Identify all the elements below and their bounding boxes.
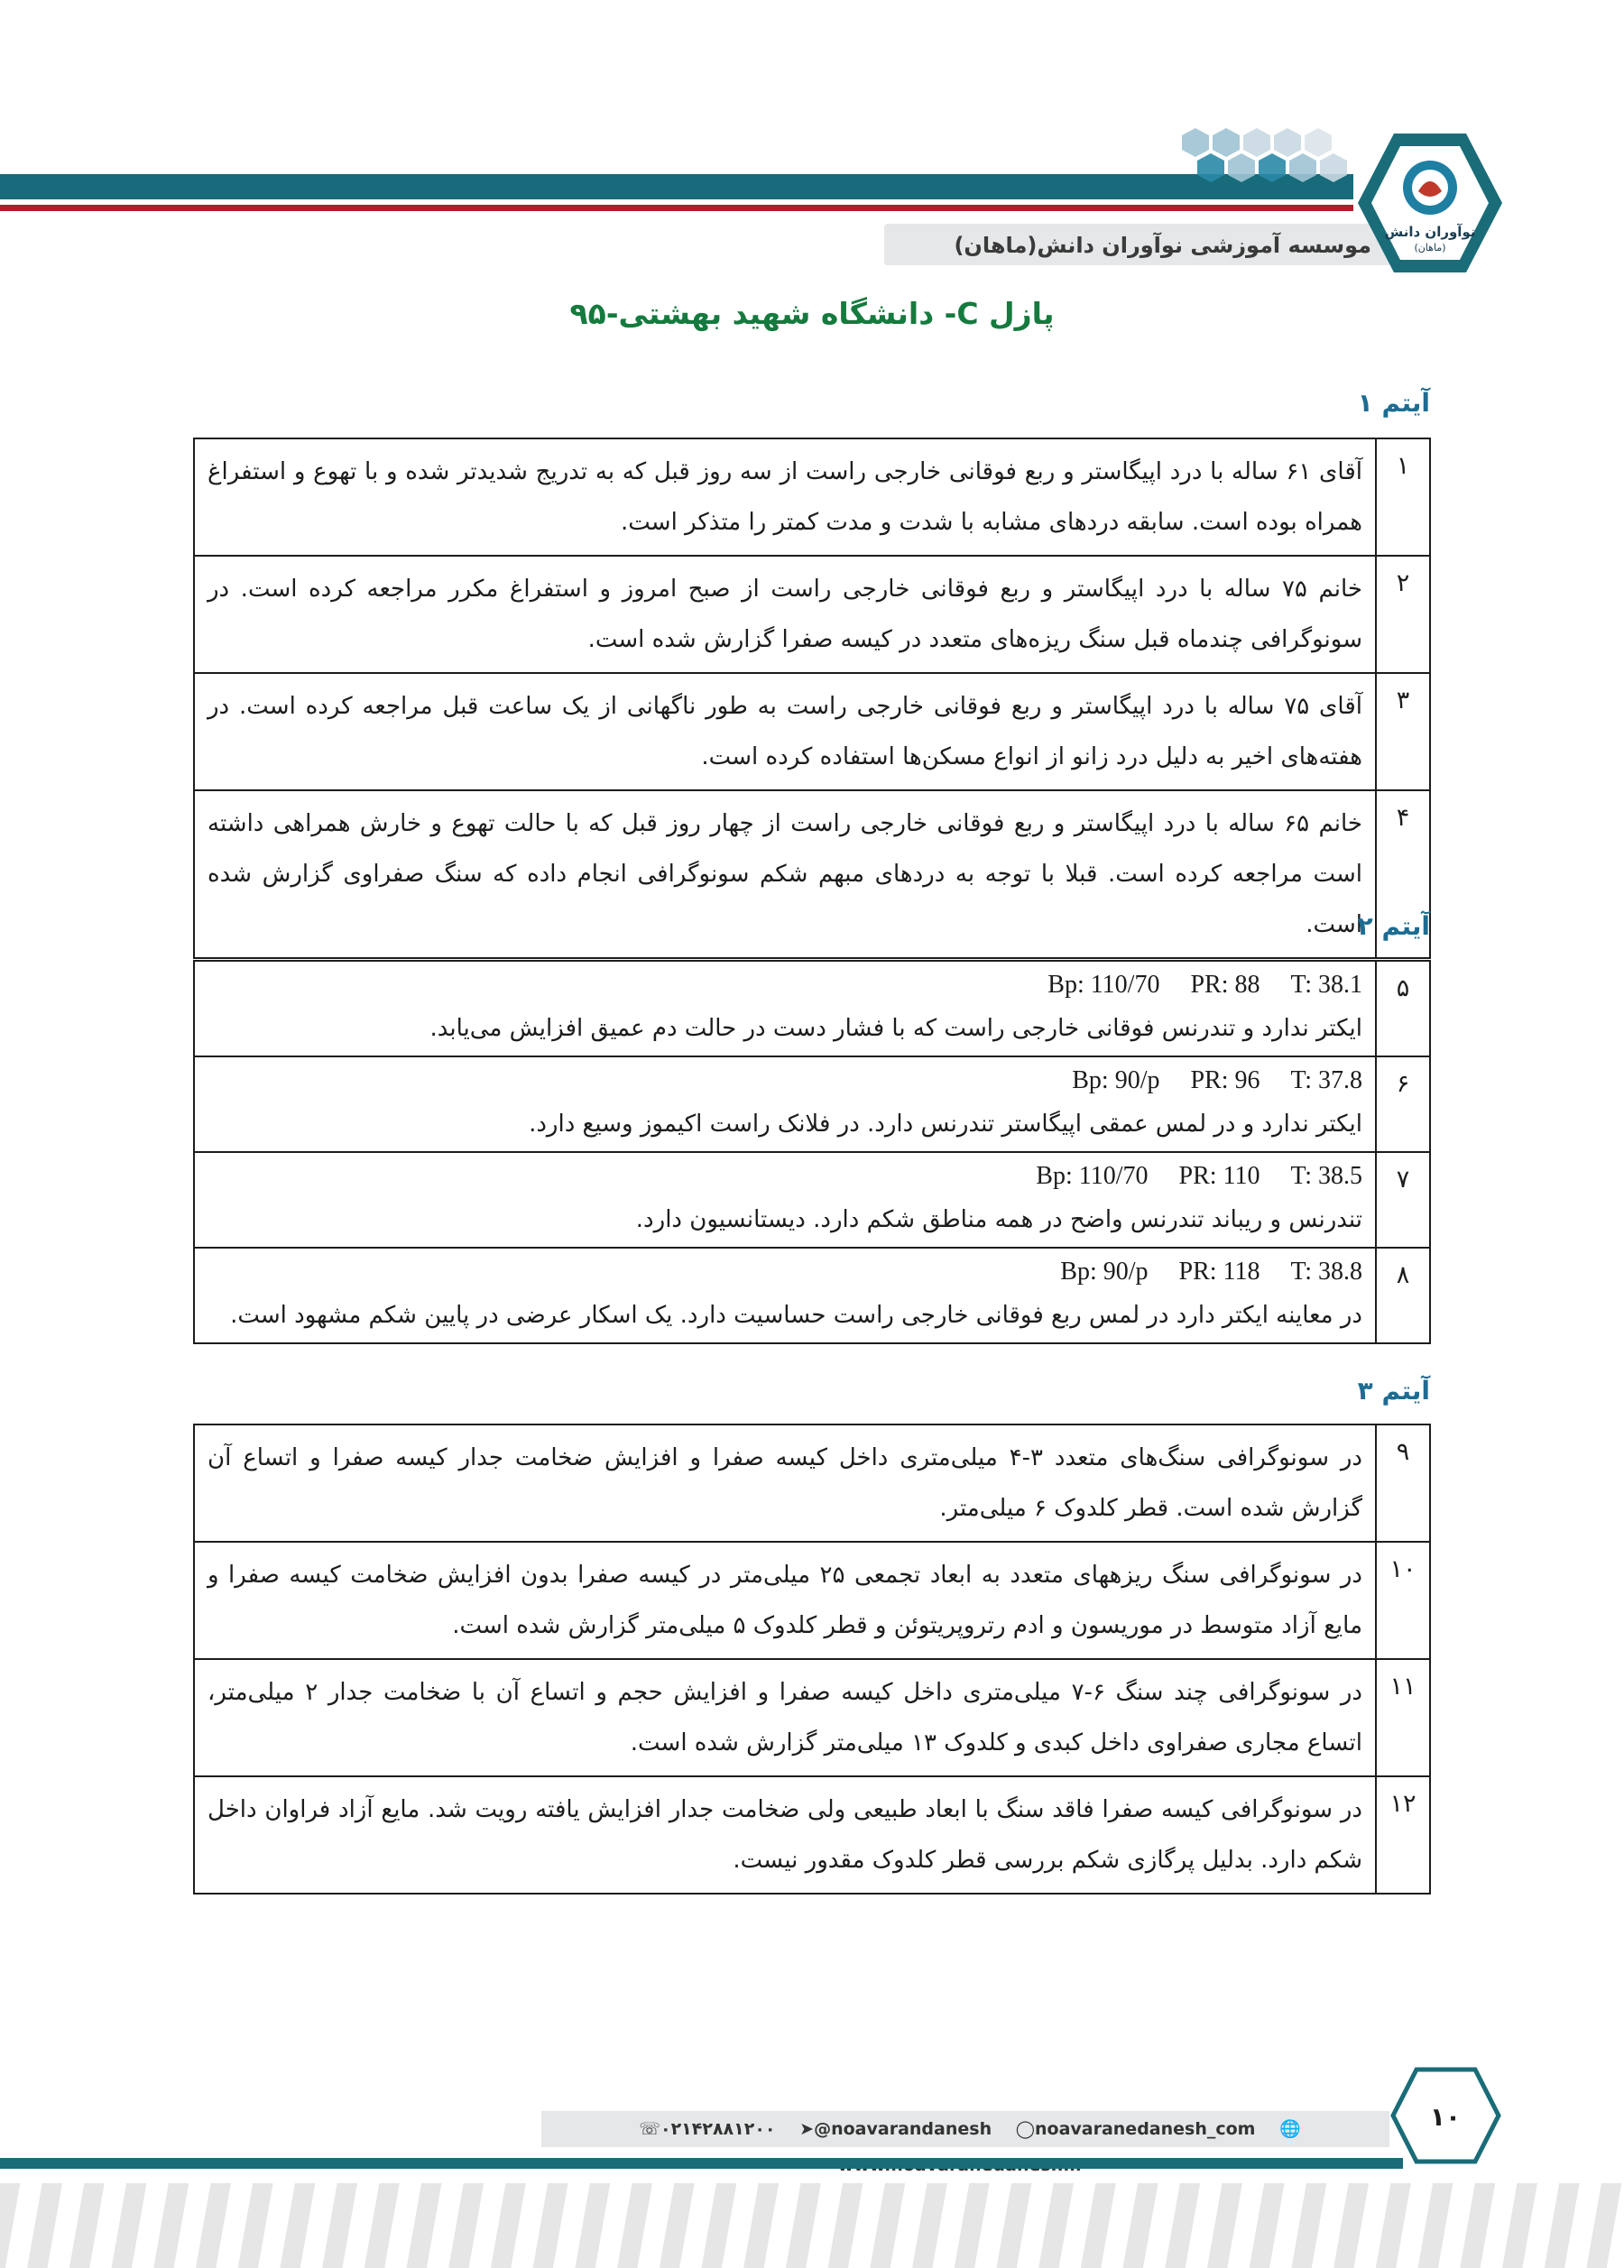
- telegram-handle: @noavarandanesh: [814, 2119, 992, 2139]
- pulse-rate: PR: 110: [1178, 1162, 1260, 1190]
- vital-signs: [208, 1157, 1362, 1196]
- phone-number: ۰۲۱۴۲۸۸۱۲۰۰: [660, 2119, 776, 2139]
- row-number: ۲: [1376, 556, 1430, 673]
- item-3-heading: آیتم ۳: [1357, 1376, 1430, 1406]
- table-row: [194, 673, 1430, 790]
- temperature: T: 38.5: [1290, 1162, 1362, 1190]
- website-contact: 🌐: [838, 2119, 1301, 2175]
- instagram-contact: ◯noavaranedanesh_com: [1015, 2119, 1256, 2139]
- row-text: در سونوگرافی کیسه صفرا فاقد سنگ با ابعاد طبیعی ولی ضخامت جدار افزایش یافته رویت شد. مایع آزاد فراوان داخل شکم دارد. بدلیل پرگازی شکم بررسی قطر کلدوک مقدور نیست.: [194, 1776, 1376, 1894]
- item-3-table: [193, 1424, 1431, 1895]
- pulse-rate: PR: 88: [1190, 971, 1260, 999]
- table-row: [194, 1248, 1430, 1343]
- footer-teal-band: [0, 2158, 1403, 2169]
- row-number: ۳: [1376, 673, 1430, 790]
- logo-subtext: (ماهان): [1414, 242, 1446, 254]
- row-text: آقای ۶۱ ساله با درد اپیگاستر و ربع فوقانی خارجی راست از سه روز قبل که به تدریج شدیدتر شده و با تهوع و استفراغ همراه بوده است. سابقه دردهای مشابه با شدت و مدت کمتر را متذکر است.: [194, 438, 1376, 556]
- blood-pressure: Bp: 110/70: [1047, 971, 1160, 999]
- footer-stripe-decoration: [0, 2183, 1624, 2268]
- institute-name: موسسه آموزشی نوآوران دانش(ماهان): [954, 233, 1371, 258]
- pulse-rate: PR: 96: [1190, 1066, 1260, 1094]
- telegram-contact: ➤@noavarandanesh: [799, 2119, 992, 2139]
- table-row: [194, 1424, 1430, 1542]
- page-number-badge: [1389, 2066, 1502, 2165]
- table-row: [194, 1152, 1430, 1248]
- row-text: خانم ۶۵ ساله با درد اپیگاستر و ربع فوقانی خارجی راست از چهار روز قبل که با حالت تهوع و خارش همراهی داشته است مراجعه کرده است. قبلا با توجه به دردهای مبهم شکم سونوگرافی انجام داده که سنگ صفراوی گزارش شده است.: [194, 790, 1376, 958]
- instagram-handle: noavaranedanesh_com: [1034, 2119, 1256, 2139]
- hexagon-pattern-decoration: [1155, 117, 1380, 198]
- row-number: ۸: [1376, 1248, 1430, 1343]
- table-row: [194, 556, 1430, 673]
- row-number: ۱۲: [1376, 1776, 1430, 1894]
- table-row: [194, 1776, 1430, 1894]
- row-text: در سونوگرافی سنگ‌های متعدد ۳-۴ میلی‌متری داخل کیسه صفرا و افزایش ضخامت جدار کیسه صفرا و اتساع آن گزارش شده است. قطر کلدوک ۶ میلی‌متر.: [194, 1424, 1376, 1542]
- row-number: ۱۰: [1376, 1542, 1430, 1659]
- row-number: ۷: [1376, 1152, 1430, 1248]
- row-number: ۹: [1376, 1424, 1430, 1542]
- item-2-table: [193, 960, 1431, 1344]
- logo-text: نوآوران دانش: [1384, 224, 1476, 240]
- item-1-table: [193, 438, 1431, 959]
- blood-pressure: Bp: 110/70: [1036, 1162, 1149, 1190]
- row-number: ۱۱: [1376, 1659, 1430, 1776]
- temperature: T: 38.8: [1290, 1258, 1362, 1286]
- item-2-heading: آیتم ۲: [1357, 911, 1430, 941]
- row-number: ۴: [1376, 790, 1430, 958]
- pulse-rate: PR: 118: [1178, 1258, 1260, 1286]
- table-row: [194, 438, 1430, 556]
- table-row: [194, 961, 1430, 1056]
- row-text: در معاینه ایکتر دارد در لمس ربع فوقانی خارجی راست حساسیت دارد. یک اسکار عرضی در پایین شکم مشهود است.: [230, 1302, 1362, 1329]
- page-number: ۱۰: [1429, 2102, 1462, 2132]
- vital-signs: [208, 1252, 1362, 1292]
- table-row: [194, 1056, 1430, 1152]
- blood-pressure: Bp: 90/p: [1072, 1066, 1160, 1094]
- vital-signs: [208, 1061, 1362, 1101]
- page-title: پازل C- دانشگاه شهید بهشتی-۹۵: [569, 296, 1055, 331]
- phone-contact: ☏۰۲۱۴۲۸۸۱۲۰۰: [639, 2119, 776, 2139]
- row-text: در سونوگرافی سنگ ریزههای متعدد به ابعاد تجمعی ۲۵ میلی‌متر در کیسه صفرا بدون افزایش ضخامت کیسه صفرا و مایع آزاد متوسط در موریسون و ادم رتروپریتوئن و قطر کلدوک ۵ میلی‌متر گزارش شده است.: [194, 1542, 1376, 1659]
- table-row: [194, 1659, 1430, 1776]
- item-1-heading: آیتم ۱: [1357, 388, 1430, 418]
- header-red-line: [0, 205, 1353, 211]
- header-teal-band: [0, 174, 1353, 199]
- temperature: T: 38.1: [1290, 971, 1362, 999]
- row-text: خانم ۷۵ ساله با درد اپیگاستر و ربع فوقانی خارجی راست از صبح امروز و استفراغ مکرر مراجعه کرده است. در سونوگرافی چندماه قبل سنگ ریزه‌های متعدد در کیسه صفرا گزارش شده است.: [194, 556, 1376, 673]
- row-number: ۶: [1376, 1056, 1430, 1152]
- row-number: ۱: [1376, 438, 1430, 556]
- row-text: تندرنس و ریباند تندرنس واضح در همه مناطق شکم دارد. دیستانسیون دارد.: [635, 1206, 1362, 1233]
- row-text: در سونوگرافی چند سنگ ۶-۷ میلی‌متری داخل کیسه صفرا و افزایش حجم و اتساع آن با ضخامت جدار ۲ میلی‌متر، اتساع مجاری صفراوی داخل کبدی و کلدوک ۱۳ میلی‌متر گزارش شده است.: [194, 1659, 1376, 1776]
- row-text: آقای ۷۵ ساله با درد اپیگاستر و ربع فوقانی خارجی راست به طور ناگهانی از یک ساعت قبل مراجعه کرده است. در هفته‌های اخیر به دلیل درد زانو از انواع مسکن‌ها استفاده کرده است.: [194, 673, 1376, 790]
- row-text: ایکتر ندارد و در لمس عمقی اپیگاستر تندرنس دارد. در فلانک راست اکیموز وسیع دارد.: [529, 1111, 1362, 1138]
- table-row: [194, 1542, 1430, 1659]
- institute-logo-icon: [1353, 126, 1507, 280]
- blood-pressure: Bp: 90/p: [1060, 1258, 1149, 1286]
- row-number: ۵: [1376, 961, 1430, 1056]
- temperature: T: 37.8: [1290, 1066, 1362, 1094]
- footer-contacts: [550, 2111, 1380, 2147]
- row-text: ایکتر ندارد و تندرنس فوقانی خارجی راست که با فشار دست در حالت دم عمیق افزایش می‌یابد.: [429, 1015, 1362, 1042]
- vital-signs: [208, 965, 1362, 1005]
